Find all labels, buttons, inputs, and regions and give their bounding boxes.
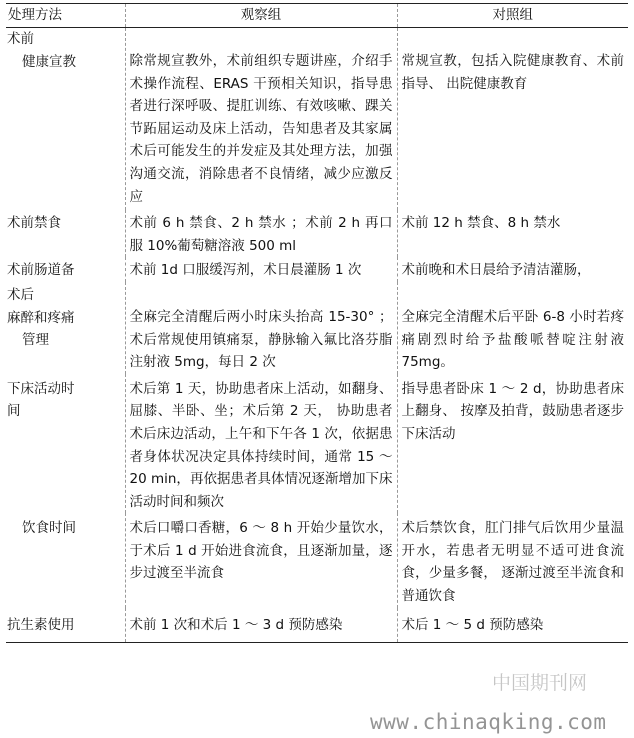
method-cell [6, 608, 125, 643]
table-row [6, 513, 628, 607]
method-name: 抗生素使用 [7, 616, 75, 633]
observation-text: 术前 6 h 禁食、2 h 禁水 ；术前 2 h 再口服 10%葡萄糖溶液 500 ml [129, 215, 393, 254]
control-text: 术后 1 ～ 5 d 预防感染 [401, 616, 544, 633]
section-label-postop: 术后 [7, 286, 34, 303]
control-cell [397, 257, 628, 282]
observation-text: 除常规宣教外，术前组织专题讲座，介绍手术操作流程、ERAS 干预相关知识，指导患者进行深呼吸、提肛训练、有效咳嗽、踝关节跖屈运动及床上活动，告知患者及其家属术后可能发生的并发症及其处理方法，加强沟通交流，消除患者不良情绪，减少应激反应 [129, 53, 393, 205]
method-name-cont: 间 [7, 403, 21, 420]
table-row [6, 28, 628, 211]
header-row [6, 4, 628, 28]
table-row [6, 282, 628, 374]
observation-cell [125, 513, 397, 607]
section-label-preop: 术前 [7, 31, 34, 47]
header-method: 处理方法 [6, 4, 125, 28]
observation-text: 术后口嚼口香糖，6 ～ 8 h 开始少量饮水，于术后 1 d 开始进食流食，且逐渐加量，逐步过渡至半流食 [129, 520, 393, 582]
control-text: 指导患者卧床 1 ～ 2 d，协助患者床上翻身、 按摩及拍背，鼓励患者逐步下床活动 [401, 380, 624, 442]
control-cell [397, 513, 628, 607]
control-cell [397, 608, 628, 643]
observation-cell [125, 28, 397, 211]
observation-cell [125, 282, 397, 374]
header-control: 对照组 [397, 4, 628, 28]
control-cell [397, 28, 628, 211]
observation-cell [125, 374, 397, 514]
observation-text: 术前 1d 口服缓泻剂，术日晨灌肠 1 次 [129, 262, 362, 279]
control-text: 术前晚和术日晨给予清洁灌肠， [401, 262, 591, 279]
method-cell [6, 28, 125, 211]
observation-text: 术前 1 次和术后 1 ～ 3 d 预防感染 [129, 616, 343, 633]
control-text: 全麻完全清醒术后平卧 6-8 小时若疼痛剧烈时给予盐酸哌替啶注射液 75mg。 [401, 308, 624, 371]
table-row [6, 608, 628, 643]
method-cell [6, 282, 125, 374]
control-cell [397, 374, 628, 514]
watermark-url: www.chinaqking.com [370, 710, 607, 734]
method-cell [6, 210, 125, 257]
comparison-table [6, 3, 628, 643]
method-name: 术前禁食 [7, 215, 61, 232]
method-name: 麻醉和疼痛 [7, 309, 75, 326]
observation-cell [125, 608, 397, 643]
method-name: 下床活动时 [7, 380, 75, 397]
observation-cell [125, 210, 397, 257]
observation-text: 术后第 1 天，协助患者床上活动，如翻身、屈膝、半卧、坐；术后第 2 天， 协助患者术后床边活动，上午和下午各 1 次，依据患者身体状况决定具体持续时间，通常 15 ～ 20 min，再依据患者具体情况逐渐增加下床活动时间和频次 [129, 380, 393, 510]
control-cell [397, 282, 628, 374]
method-cell [6, 513, 125, 607]
header-observation: 观察组 [125, 4, 397, 28]
method-name: 饮食时间 [22, 520, 76, 537]
method-name: 术前肠道备 [7, 262, 75, 279]
method-cell [6, 257, 125, 282]
method-name-cont: 管理 [22, 332, 49, 349]
method-name: 健康宣教 [22, 53, 76, 70]
control-text: 术前 12 h 禁食、8 h 禁水 [401, 215, 561, 232]
control-cell [397, 210, 628, 257]
observation-text: 全麻完全清醒后两小时床头抬高 15-30° ；术后常规使用镇痛泵，静脉输入氟比洛芬脂注射液 5mg，每日 2 次 [129, 308, 393, 371]
table-row [6, 210, 628, 257]
observation-cell [125, 257, 397, 282]
table-row [6, 257, 628, 282]
control-text: 术后禁饮食，肛门排气后饮用少量温开水，若患者无明显不适可进食流食，少量多餐， 逐渐过渡至半流食和普通饮食 [401, 520, 624, 605]
method-cell [6, 374, 125, 514]
table-row [6, 374, 628, 514]
watermark-cn: 中国期刊网 [492, 672, 588, 694]
control-text: 常规宣教，包括入院健康教育、术前指导、 出院健康教育 [401, 53, 624, 92]
